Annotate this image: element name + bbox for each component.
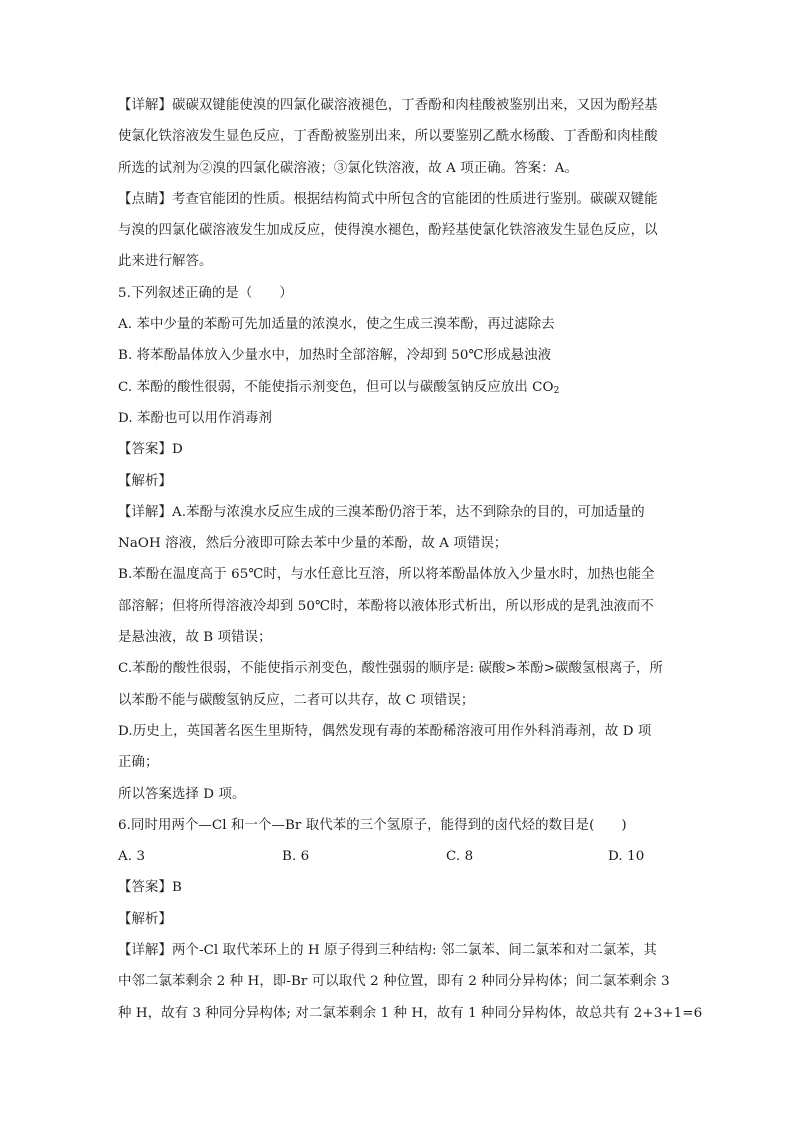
q6-analysis-heading: 【解析】	[118, 911, 172, 927]
q5-explain-line: 是悬浊液，故 B 项错误；	[118, 630, 272, 646]
q5-answer: 【答案】D	[118, 442, 183, 458]
q6-option-b: B. 6	[282, 849, 310, 865]
q5-explain-line: 正确；	[118, 755, 159, 771]
q6-explain-line: 种 H，故有 3 种同分异构体; 对二氯苯剩余 1 种 H，故有 1 种同分异构体，故总共有 2+3+1=6	[118, 1005, 703, 1021]
q5-option-d: D. 苯酚也可以用作消毒剂	[118, 410, 272, 426]
q5-explain-line: C.苯酚的酸性很弱，不能使指示剂变色，酸性强弱的顺序是: 碳酸>苯酚>碳酸氢根离子，所	[118, 661, 663, 677]
q5-option-a: A. 苯中少量的苯酚可先加适量的浓溴水，使之生成三溴苯酚，再过滤除去	[118, 317, 555, 333]
q5-option-b: B. 将苯酚晶体放入少量水中，加热时全部溶解，冷却到 50℃形成悬浊液	[118, 348, 552, 364]
q5-option-c-subscript: 2	[553, 385, 560, 396]
q5-explain-line: D.历史上，英国著名医生里斯特，偶然发现有毒的苯酚稀溶液可用作外科消毒剂，故 D 项	[118, 723, 652, 739]
prev-explain-line: 使氯化铁溶液发生显色反应，丁香酚被鉴别出来，所以要鉴别乙酰水杨酸、丁香酚和肉桂酸	[118, 129, 658, 145]
q5-explain-line: 【详解】A.苯酚与浓溴水反应生成的三溴苯酚仍溶于苯，达不到除杂的目的，可加适量的	[118, 504, 645, 520]
prev-explain-line: 所选的试剂为②溴的四氯化碳溶液；③氯化铁溶液，故 A 项正确。答案：A。	[118, 160, 578, 176]
prev-comment-line: 此来进行解答。	[118, 254, 213, 270]
q5-stem: 5.下列叙述正确的是（ ）	[118, 285, 293, 301]
q5-explain-line: 部溶解；但将所得溶液冷却到 50℃时，苯酚将以液体形式析出，所以形成的是乳浊液而不	[118, 598, 654, 614]
q5-option-c	[118, 372, 678, 403]
q5-explain-line: NaOH 溶液，然后分液即可除去苯中少量的苯酚，故 A 项错误；	[118, 536, 508, 552]
q6-explain-line: 中邻二氯苯剩余 2 种 H，即-Br 可以取代 2 种位置，即有 2 种同分异构体；间二氯苯剩余 3	[118, 974, 670, 990]
prev-comment-line: 与溴的四氯化碳溶液发生加成反应，使得溴水褪色，酚羟基使氯化铁溶液发生显色反应，以	[118, 223, 658, 239]
q5-explain-line: B.苯酚在温度高于 65℃时，与水任意比互溶，所以将苯酚晶体放入少量水时，加热也能全	[118, 567, 655, 583]
q6-option-a: A. 3	[118, 849, 146, 865]
q5-explain-line: 所以答案选择 D 项。	[118, 786, 246, 802]
document-page	[118, 90, 703, 1029]
q5-analysis-heading: 【解析】	[118, 473, 172, 489]
q6-option-d: D. 10	[608, 849, 645, 865]
q5-option-c-text: C. 苯酚的酸性很弱，不能使指示剂变色，但可以与碳酸氢钠反应放出 CO	[118, 379, 554, 395]
q6-stem: 6.同时用两个—Cl 和一个—Br 取代苯的三个氢原子，能得到的卤代烃的数目是( )	[118, 817, 627, 833]
q5-explain-line: 以苯酚不能与碳酸氢钠反应，二者可以共存，故 C 项错误；	[118, 692, 475, 708]
q6-answer: 【答案】B	[118, 880, 182, 896]
q6-options	[118, 841, 678, 872]
q6-explain-line: 【详解】两个-Cl 取代苯环上的 H 原子得到三种结构: 邻二氯苯、间二氯苯和对二氯苯，其	[118, 943, 657, 959]
prev-explain-line: 【详解】碳碳双键能使溴的四氯化碳溶液褪色，丁香酚和肉桂酸被鉴别出来，又因为酚羟基	[118, 98, 658, 113]
q6-option-c: C. 8	[446, 849, 474, 865]
prev-comment-line: 【点睛】考查官能团的性质。根据结构简式中所包含的官能团的性质进行鉴别。碳碳双键能	[118, 191, 658, 207]
